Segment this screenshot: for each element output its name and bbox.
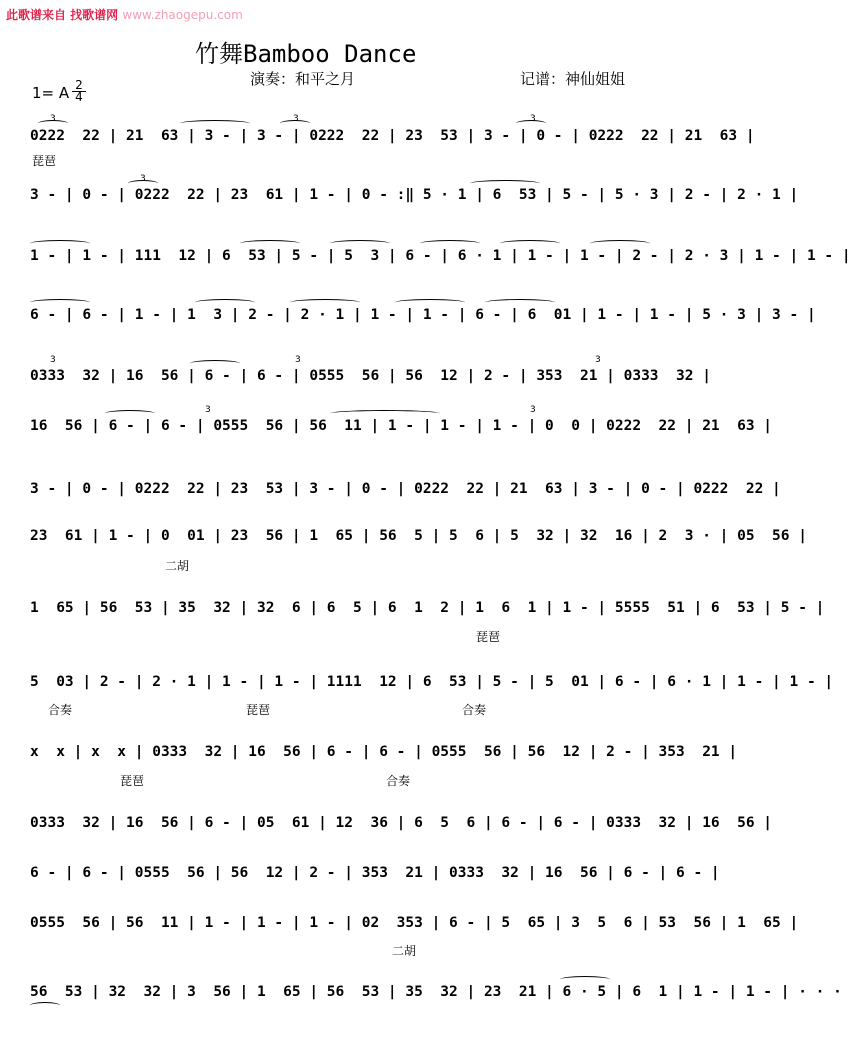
tie [105, 410, 155, 417]
time-signature [72, 80, 86, 103]
tie [395, 299, 465, 306]
triplet-mark: 3 [293, 114, 299, 124]
tie [240, 240, 300, 247]
score-line-9: 1 65 | 56 53 | 35 32 | 32 6 | 6 5 | 6 1 2 | 1 6 1 | 1 - | 5555 51 | 6 53 | 5 - | [30, 600, 825, 616]
triplet-mark: 3 [595, 355, 601, 365]
annotation-pipa: 琵琶 [246, 703, 271, 717]
annotation-pipa: 琵琶 [476, 630, 501, 644]
annotation-hezou: 合奏 [462, 703, 487, 717]
tie [330, 240, 390, 247]
tie [290, 299, 360, 306]
time-signature-denominator: 4 [75, 90, 83, 104]
watermark-url: www.zhaogepu.com [122, 8, 243, 22]
triplet-mark: 3 [50, 114, 56, 124]
tie [30, 299, 90, 306]
score-line-1: 0222 22 | 21 63 | 3 - | 3 - | 0222 22 | 23 53 | 3 - | 0 - | 0222 22 | 21 63 | [30, 128, 755, 144]
page-title [195, 34, 416, 69]
triplet-mark: 3 [295, 355, 301, 365]
annotation-hezou: 合奏 [386, 774, 411, 788]
triplet-mark: 3 [50, 355, 56, 365]
annotation-erhu: 二胡 [392, 944, 417, 958]
tie [420, 240, 480, 247]
tie [590, 240, 650, 247]
score-line-6: 16 56 | 6 - | 6 - | 0555 56 | 56 11 | 1 - | 1 - | 1 - | 0 0 | 0222 22 | 21 63 | [30, 418, 773, 434]
tie [190, 360, 240, 367]
score-line-10: 5 03 | 2 - | 2 · 1 | 1 - | 1 - | 1111 12 | 6 53 | 5 - | 5 01 | 6 - | 6 · 1 | 1 - | 1 - | [30, 674, 834, 690]
tie [485, 299, 555, 306]
tie [470, 180, 540, 187]
score-line-8: 23 61 | 1 - | 0 01 | 23 56 | 1 65 | 56 5 | 5 6 | 5 32 | 32 16 | 2 3 · | 05 56 | [30, 528, 807, 544]
score-line-5: 0333 32 | 16 56 | 6 - | 6 - | 0555 56 | 56 12 | 2 - | 353 21 | 0333 32 | [30, 368, 711, 384]
tie [560, 976, 610, 983]
triplet-mark: 3 [530, 114, 536, 124]
score-line-14: 0555 56 | 56 11 | 1 - | 1 - | 1 - | 02 353 | 6 - | 5 65 | 3 5 6 | 53 56 | 1 65 | [30, 915, 799, 931]
tie [500, 240, 560, 247]
tie [330, 410, 440, 417]
tie [180, 120, 250, 127]
watermark [6, 6, 243, 23]
title-english: Bamboo Dance [243, 40, 417, 68]
score-line-15: 56 53 | 32 32 | 3 56 | 1 65 | 56 53 | 35 32 | 23 21 | 6 · 5 | 6 1 | 1 - | 1 - | · · · [30, 984, 842, 1000]
score-line-2: 3 - | 0 - | 0222 22 | 23 61 | 1 - | 0 - :‖ 5 · 1 | 6 53 | 5 - | 5 · 3 | 2 - | 2 · 1 | [30, 187, 799, 203]
watermark-text: 此歌谱来自 找歌谱网 [6, 8, 119, 22]
score-line-7: 3 - | 0 - | 0222 22 | 23 53 | 3 - | 0 - | 0222 22 | 21 63 | 3 - | 0 - | 0222 22 | [30, 481, 781, 497]
triplet-mark: 3 [530, 405, 536, 415]
score-line-13: 6 - | 6 - | 0555 56 | 56 12 | 2 - | 353 21 | 0333 32 | 16 56 | 6 - | 6 - | [30, 865, 720, 881]
triplet-mark: 3 [205, 405, 211, 415]
performer-credit: 演奏：和平之月 [250, 70, 356, 88]
transcriber-credit: 记谱：神仙姐姐 [520, 70, 626, 88]
annotation-erhu: 二胡 [165, 559, 190, 573]
annotation-pipa: 琵琶 [32, 154, 57, 168]
tie [30, 240, 90, 247]
score-line-11: x x | x x | 0333 32 | 16 56 | 6 - | 6 - | 0555 56 | 56 12 | 2 - | 353 21 | [30, 744, 738, 760]
score-line-4: 6 - | 6 - | 1 - | 1 3 | 2 - | 2 · 1 | 1 - | 1 - | 6 - | 6 01 | 1 - | 1 - | 5 · 3 | 3 - | [30, 307, 816, 323]
score-line-12: 0333 32 | 16 56 | 6 - | 05 61 | 12 36 | 6 5 6 | 6 - | 6 - | 0333 32 | 16 56 | [30, 815, 773, 831]
score-line-3: 1 - | 1 - | 111 12 | 6 53 | 5 - | 5 3 | 6 - | 6 · 1 | 1 - | 1 - | 2 - | 2 · 3 | 1 - | 1 - | [30, 248, 851, 264]
key-signature: 1= A [32, 84, 70, 102]
triplet-mark: 3 [140, 174, 146, 184]
tie [30, 1002, 60, 1009]
title-chinese: 竹舞 [195, 40, 243, 68]
annotation-hezou: 合奏 [48, 703, 73, 717]
annotation-pipa: 琵琶 [120, 774, 145, 788]
time-signature-numerator: 2 [72, 80, 86, 92]
tie [195, 299, 255, 306]
